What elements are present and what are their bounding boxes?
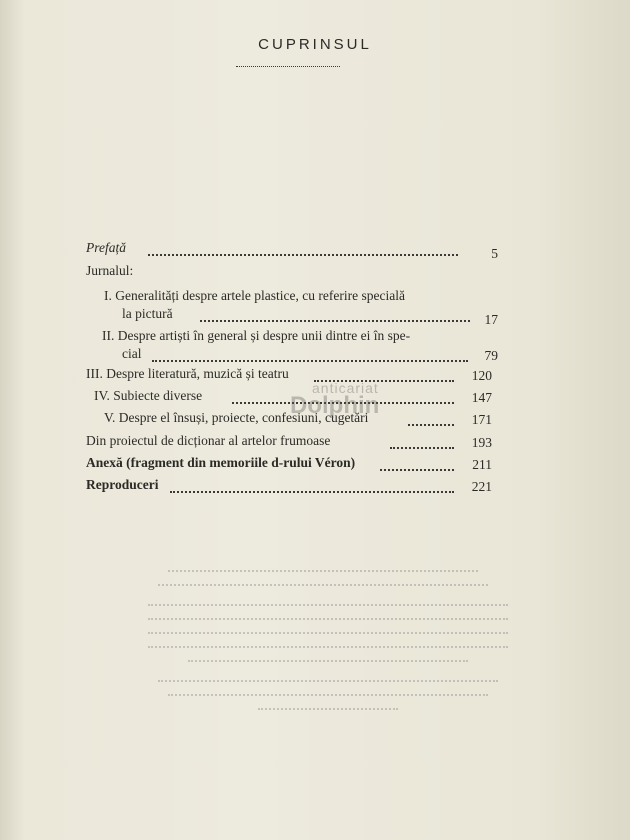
toc-entry-ch4: IV. Subiecte diverse — [94, 388, 203, 403]
toc-entry-ch5: V. Despre el însuși, proiecte, confesiuni, cugetări — [104, 410, 369, 425]
watermark-logo-text: Dolphin — [290, 392, 380, 419]
toc-leader — [390, 447, 454, 449]
watermark-small-text: anticariat — [312, 380, 379, 396]
toc-leader — [408, 424, 454, 426]
toc-leader — [152, 360, 468, 362]
toc-page-ch2: 79 — [484, 348, 498, 363]
ghost-text-line — [148, 646, 508, 648]
toc-page-ch3: 120 — [471, 368, 492, 383]
toc-page-prefata: 5 — [491, 246, 498, 261]
toc-leader — [200, 320, 470, 322]
toc-page-dictionar: 193 — [471, 435, 492, 450]
toc-page-ch4: 147 — [471, 390, 492, 405]
ghost-text-line — [188, 660, 468, 662]
ghost-text-line — [158, 584, 488, 586]
toc-entry-ch3: III. Despre literatură, muzică și teatru — [86, 366, 289, 381]
toc-entry-jurnalul: Jurnalul: — [86, 263, 134, 278]
toc-leader — [148, 254, 458, 256]
ghost-text-line — [168, 570, 478, 572]
toc-entry-ch1: I. Generalități despre artele plastice, cu referire specială — [104, 288, 405, 303]
toc-page-ch1: 17 — [484, 312, 498, 327]
ghost-text-line — [148, 632, 508, 634]
anexa-label: Anexă (fragment din memoriile d-rului Véron) — [86, 455, 356, 470]
toc-entry-reproduceri: Reproduceri — [86, 477, 159, 492]
toc-entry-ch2: II. Despre artiști în general și despre unii dintre ei în spe- — [102, 328, 411, 343]
ghost-text-line — [148, 604, 508, 606]
ghost-text-line — [258, 708, 398, 710]
toc-entry-prefata: Prefață — [86, 240, 126, 255]
ghost-text-line — [148, 618, 508, 620]
ghost-text-line — [168, 694, 488, 696]
toc-page-reproduceri: 221 — [471, 479, 492, 494]
toc-entry-anexa — [86, 455, 355, 471]
toc-entry-dictionar: Din proiectul de dicționar al artelor frumoase — [86, 433, 331, 448]
ghost-text-line — [158, 680, 498, 682]
toc-entry-ch1-cont: la pictură — [122, 306, 173, 321]
toc-page-anexa: 211 — [472, 457, 492, 472]
toc-entry-ch2-cont: cial — [122, 346, 142, 361]
toc-leader — [170, 491, 454, 493]
page-title: CUPRINSUL — [258, 36, 372, 53]
toc-leader — [380, 469, 454, 471]
toc-page-ch5: 171 — [471, 412, 492, 427]
